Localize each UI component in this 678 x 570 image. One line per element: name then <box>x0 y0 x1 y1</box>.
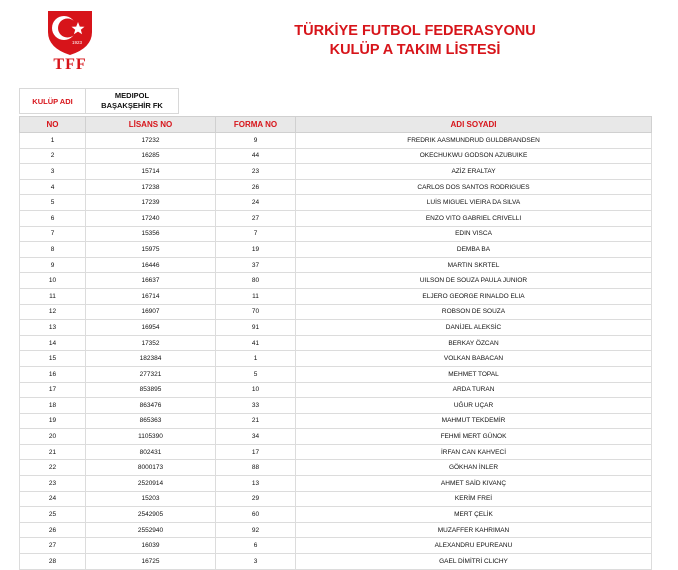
cell-no: 7 <box>20 226 86 242</box>
cell-jersey-no: 88 <box>216 460 296 476</box>
cell-license-no: 16954 <box>86 320 216 336</box>
tff-crescent-star-shield-icon <box>40 6 100 56</box>
cell-no: 18 <box>20 398 86 414</box>
table-body <box>20 133 652 570</box>
cell-full-name: DANİJEL ALEKSİC <box>296 320 652 336</box>
table-row <box>20 335 652 351</box>
table-header-row <box>20 117 652 133</box>
cell-jersey-no: 37 <box>216 257 296 273</box>
cell-license-no: 2520914 <box>86 476 216 492</box>
cell-license-no: 17240 <box>86 210 216 226</box>
cell-no: 28 <box>20 554 86 570</box>
cell-license-no: 853895 <box>86 382 216 398</box>
cell-no: 12 <box>20 304 86 320</box>
cell-jersey-no: 11 <box>216 288 296 304</box>
cell-jersey-no: 27 <box>216 210 296 226</box>
cell-no: 8 <box>20 242 86 258</box>
cell-no: 26 <box>20 522 86 538</box>
title-line-2: KULÜP A TAKIM LİSTESİ <box>329 42 501 58</box>
cell-jersey-no: 44 <box>216 148 296 164</box>
table-row <box>20 304 652 320</box>
cell-license-no: 16725 <box>86 554 216 570</box>
cell-full-name: KERİM FREİ <box>296 491 652 507</box>
tff-logo <box>40 6 100 76</box>
table-row <box>20 460 652 476</box>
cell-jersey-no: 9 <box>216 133 296 149</box>
cell-full-name: EDIN VISCA <box>296 226 652 242</box>
cell-full-name: ARDA TURAN <box>296 382 652 398</box>
cell-no: 3 <box>20 164 86 180</box>
table-row <box>20 242 652 258</box>
cell-full-name: MEHMET TOPAL <box>296 366 652 382</box>
table-row <box>20 226 652 242</box>
logo-label: TFF <box>53 56 87 73</box>
cell-jersey-no: 24 <box>216 195 296 211</box>
cell-jersey-no: 92 <box>216 522 296 538</box>
cell-full-name: MAHMUT TEKDEMİR <box>296 413 652 429</box>
header-full-name: ADI SOYADI <box>296 117 652 133</box>
table-row <box>20 133 652 149</box>
cell-full-name: ENZO VITO GABRIEL CRIVELLI <box>296 210 652 226</box>
header-license-no: LİSANS NO <box>86 117 216 133</box>
cell-license-no: 863476 <box>86 398 216 414</box>
table-row <box>20 257 652 273</box>
cell-no: 5 <box>20 195 86 211</box>
cell-license-no: 15714 <box>86 164 216 180</box>
cell-full-name: CARLOS DOS SANTOS RODRIGUES <box>296 179 652 195</box>
table-row <box>20 366 652 382</box>
cell-no: 14 <box>20 335 86 351</box>
club-label: KULÜP ADI <box>19 88 85 114</box>
table-row <box>20 164 652 180</box>
cell-jersey-no: 13 <box>216 476 296 492</box>
table-row <box>20 444 652 460</box>
cell-full-name: GAEL DİMİTRİ CLICHY <box>296 554 652 570</box>
cell-jersey-no: 33 <box>216 398 296 414</box>
club-name-line-1: MEDIPOL <box>114 91 150 100</box>
title-line-1: TÜRKİYE FUTBOL FEDERASYONU <box>294 23 536 39</box>
cell-jersey-no: 29 <box>216 491 296 507</box>
cell-license-no: 16714 <box>86 288 216 304</box>
cell-no: 23 <box>20 476 86 492</box>
cell-full-name: İRFAN CAN KAHVECİ <box>296 444 652 460</box>
cell-license-no: 17232 <box>86 133 216 149</box>
cell-no: 1 <box>20 133 86 149</box>
cell-full-name: BERKAY ÖZCAN <box>296 335 652 351</box>
cell-license-no: 16039 <box>86 538 216 554</box>
cell-no: 6 <box>20 210 86 226</box>
cell-license-no: 17238 <box>86 179 216 195</box>
cell-no: 9 <box>20 257 86 273</box>
cell-license-no: 15356 <box>86 226 216 242</box>
cell-jersey-no: 23 <box>216 164 296 180</box>
cell-jersey-no: 21 <box>216 413 296 429</box>
cell-license-no: 2552940 <box>86 522 216 538</box>
cell-full-name: ROBSON DE SOUZA <box>296 304 652 320</box>
cell-license-no: 17239 <box>86 195 216 211</box>
cell-no: 24 <box>20 491 86 507</box>
cell-license-no: 1105390 <box>86 429 216 445</box>
cell-license-no: 802431 <box>86 444 216 460</box>
table-row <box>20 320 652 336</box>
table-row <box>20 382 652 398</box>
cell-jersey-no: 10 <box>216 382 296 398</box>
cell-full-name: UĞUR UÇAR <box>296 398 652 414</box>
cell-jersey-no: 41 <box>216 335 296 351</box>
table-row <box>20 491 652 507</box>
cell-no: 20 <box>20 429 86 445</box>
cell-full-name: UILSON DE SOUZA PAULA JUNIOR <box>296 273 652 289</box>
cell-full-name: AZİZ ERALTAY <box>296 164 652 180</box>
table-row <box>20 413 652 429</box>
table-row <box>20 148 652 164</box>
table-row <box>20 476 652 492</box>
cell-jersey-no: 3 <box>216 554 296 570</box>
cell-full-name: AHMET SAİD KIVANÇ <box>296 476 652 492</box>
cell-no: 13 <box>20 320 86 336</box>
cell-jersey-no: 6 <box>216 538 296 554</box>
cell-license-no: 182384 <box>86 351 216 367</box>
squad-table <box>19 116 652 570</box>
cell-full-name: MUZAFFER KAHRIMAN <box>296 522 652 538</box>
logo-emblem-text: 1923 <box>71 40 83 45</box>
table-row <box>20 195 652 211</box>
cell-jersey-no: 80 <box>216 273 296 289</box>
cell-jersey-no: 60 <box>216 507 296 523</box>
cell-full-name: GÖKHAN İNLER <box>296 460 652 476</box>
cell-license-no: 15975 <box>86 242 216 258</box>
club-name-line-2: BAŞAKŞEHİR FK <box>101 101 163 110</box>
cell-no: 22 <box>20 460 86 476</box>
table-row <box>20 273 652 289</box>
cell-full-name: DEMBA BA <box>296 242 652 258</box>
header-no: NO <box>20 117 86 133</box>
cell-full-name: MERT ÇELİK <box>296 507 652 523</box>
cell-jersey-no: 70 <box>216 304 296 320</box>
cell-full-name: LUİS MIGUEL VIEIRA DA SILVA <box>296 195 652 211</box>
cell-license-no: 8000173 <box>86 460 216 476</box>
club-name <box>85 88 179 114</box>
cell-license-no: 16285 <box>86 148 216 164</box>
cell-license-no: 16907 <box>86 304 216 320</box>
cell-jersey-no: 91 <box>216 320 296 336</box>
cell-full-name: FEHMİ MERT GÜNOK <box>296 429 652 445</box>
cell-full-name: FREDRIK AASMUNDRUD GULDBRANDSEN <box>296 133 652 149</box>
cell-full-name: ELJERO GEORGE RINALDO ELIA <box>296 288 652 304</box>
cell-license-no: 17352 <box>86 335 216 351</box>
table-row <box>20 288 652 304</box>
cell-no: 15 <box>20 351 86 367</box>
cell-no: 2 <box>20 148 86 164</box>
cell-full-name: OKECHUKWU GODSON AZUBUIKE <box>296 148 652 164</box>
page-title <box>250 22 580 60</box>
cell-jersey-no: 7 <box>216 226 296 242</box>
cell-license-no: 2542905 <box>86 507 216 523</box>
cell-jersey-no: 1 <box>216 351 296 367</box>
cell-no: 16 <box>20 366 86 382</box>
cell-full-name: ALEXANDRU EPUREANU <box>296 538 652 554</box>
table-row <box>20 210 652 226</box>
table-row <box>20 351 652 367</box>
cell-no: 25 <box>20 507 86 523</box>
cell-no: 27 <box>20 538 86 554</box>
cell-jersey-no: 5 <box>216 366 296 382</box>
cell-no: 11 <box>20 288 86 304</box>
cell-full-name: MARTIN SKRTEL <box>296 257 652 273</box>
cell-jersey-no: 17 <box>216 444 296 460</box>
cell-no: 4 <box>20 179 86 195</box>
cell-license-no: 865363 <box>86 413 216 429</box>
table-row <box>20 398 652 414</box>
cell-no: 21 <box>20 444 86 460</box>
cell-license-no: 277321 <box>86 366 216 382</box>
cell-no: 10 <box>20 273 86 289</box>
cell-license-no: 16446 <box>86 257 216 273</box>
table-row <box>20 179 652 195</box>
header-jersey-no: FORMA NO <box>216 117 296 133</box>
cell-no: 17 <box>20 382 86 398</box>
table-row <box>20 429 652 445</box>
table-row <box>20 507 652 523</box>
table-row <box>20 538 652 554</box>
table-row <box>20 554 652 570</box>
cell-no: 19 <box>20 413 86 429</box>
cell-license-no: 15203 <box>86 491 216 507</box>
cell-jersey-no: 19 <box>216 242 296 258</box>
cell-license-no: 16637 <box>86 273 216 289</box>
cell-jersey-no: 34 <box>216 429 296 445</box>
table-row <box>20 522 652 538</box>
cell-full-name: VOLKAN BABACAN <box>296 351 652 367</box>
cell-jersey-no: 26 <box>216 179 296 195</box>
